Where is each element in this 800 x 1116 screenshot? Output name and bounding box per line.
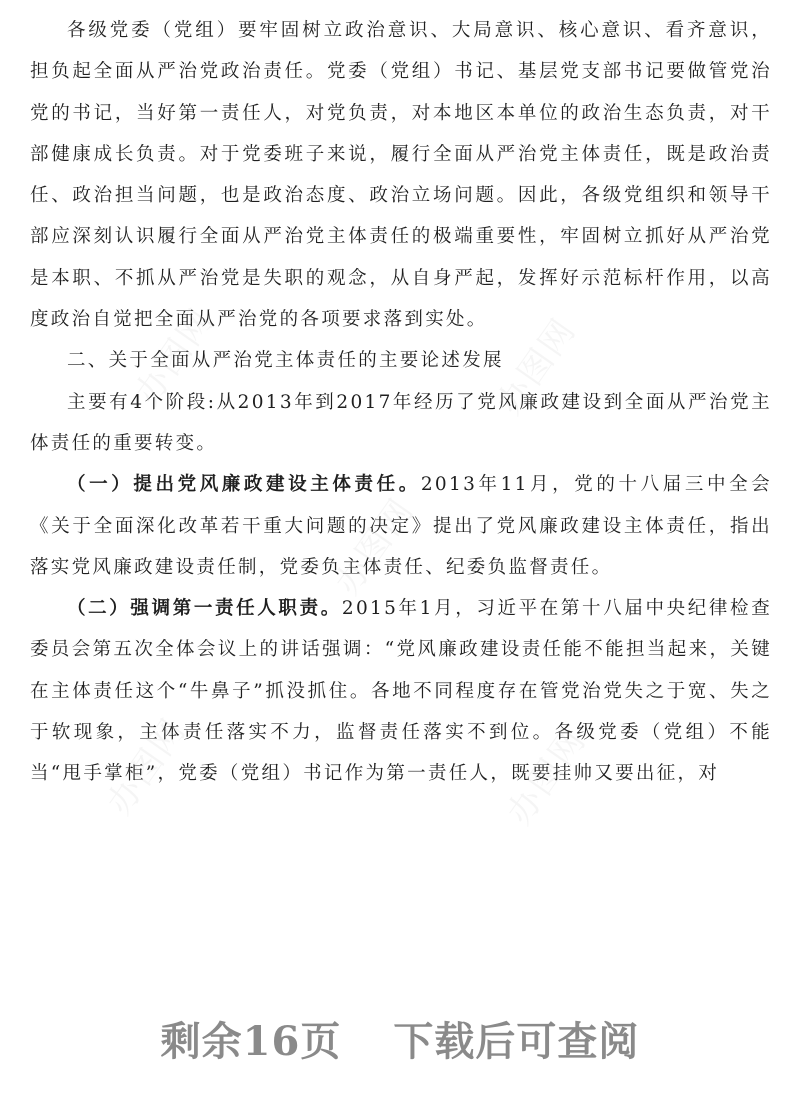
watermark: 办图网 [489, 310, 585, 423]
paragraph-text: 2015年1月，习近平在第十八届中央纪律检查委员会第五次全体会议上的讲话强调：“党风廉政建设责任能不能担当起来，关键在主体责任这个“牛鼻子”抓没抓住。各地不同程度存在管党治党失之于宽、失之于软现象，主体责任落实不力，监督责任落实不到位。各级党委（党组）不能当“甩手掌柜”，党委（党组）书记作为第一责任人，既要挂帅又要出征，对 [30, 598, 773, 785]
paragraph-stage-2 [30, 588, 772, 794]
paragraph-stages [30, 382, 772, 465]
paragraph-text: 2013年11月，党的十八届三中全会《关于全面深化改革若干重大问题的决定》提出了党风廉政建设主体责任，指出落实党风廉政建设责任制，党委负主体责任、纪委负监督责任。 [30, 474, 772, 578]
section-heading-2 [30, 340, 772, 381]
watermark: 办图网 [99, 710, 195, 823]
remaining-pages-text: 剩余16页 [160, 1018, 342, 1065]
paragraph-text: 主要有4个阶段:从2013年到2017年经历了党风廉政建设到全面从严治党主体责任的重要转变。 [30, 391, 772, 454]
section-heading-text: 二、关于全面从严治党主体责任的主要论述发展 [67, 350, 504, 372]
paragraph-text: 各级党委（党组）要牢固树立政治意识、大局意识、核心意识、看齐意识，担负起全面从严治党政治责任。党委（党组）书记、基层党支部书记要做管党治党的书记，当好第一责任人，对党负责，对本地区本单位的政治生态负责，对干部健康成长负责。对于党委班子来说，履行全面从严治党主体责任，既是政治责任、政治担当问题，也是政治态度、政治立场问题。因此，各级党组织和领导干部应深刻认识履行全面从严治党主体责任的极端重要性，牢固树立抓好从严治党是本职、不抓从严治党是失职的观念，从自身严起，发挥好示范标杆作用，以高度政治自觉把全面从严治党的各项要求落到实处。 [30, 20, 772, 331]
paragraph-responsibility [30, 10, 772, 340]
watermark: 办图网 [499, 720, 595, 833]
watermark: 办图网 [127, 300, 223, 413]
stage-2-heading: （二）强调第一责任人职责。 [67, 598, 342, 620]
paragraph-stage-1 [30, 464, 772, 588]
document-body [30, 10, 772, 795]
download-banner[interactable] [0, 1010, 800, 1067]
watermark: 办图网 [327, 490, 423, 603]
stage-1-heading: （一）提出党风廉政建设主体责任。 [67, 474, 421, 496]
download-prompt-text: 下载后可查阅 [393, 1018, 640, 1065]
